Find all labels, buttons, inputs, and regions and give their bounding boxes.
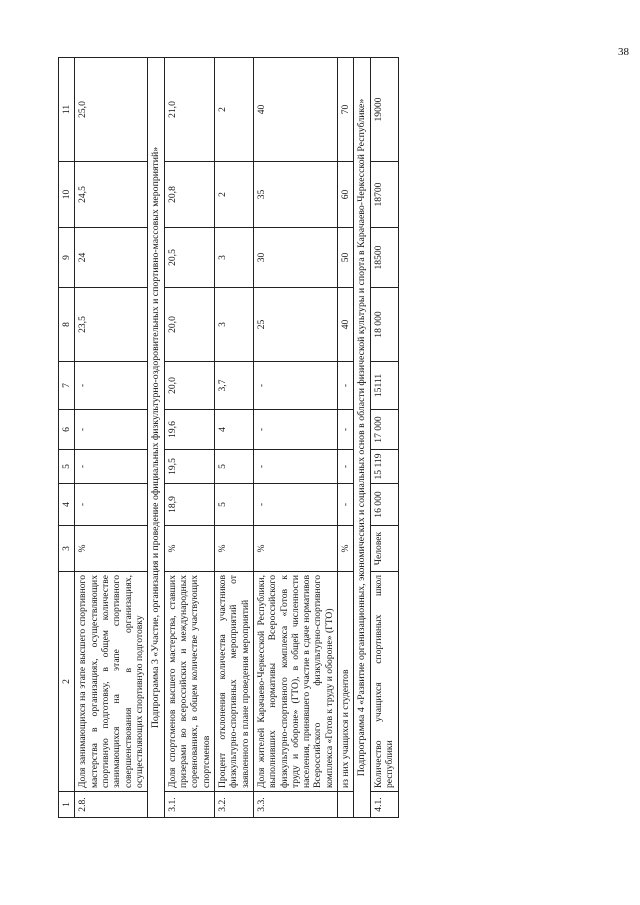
value-cell: 16 000 [370, 484, 398, 526]
value-cell: - [253, 410, 337, 450]
indicator-name: Доля жителей Карачаево-Черкесской Республики, выполнивших нормативы Всероссийского физкультурно-спортивного комплекса «Готов к труду и обороне» (ГТО), в общей численности населения, принявшего участие в сдаче нормативов Всероссийского физкультурно-спортивного комплекса «Готов к труду и обороне» (ГТО) [253, 572, 337, 792]
value-cell: 19000 [370, 58, 398, 162]
table-body [59, 58, 399, 818]
indicator-name: Процент отклонения количества участников физкультурно-спортивных мероприятий от заявленного в плане проведения мероприятий [214, 572, 253, 792]
row-number: 3.2. [214, 792, 253, 818]
value-cell: 15 119 [370, 450, 398, 484]
value-cell: 19,6 [164, 410, 214, 450]
value-cell: 2 [214, 58, 253, 162]
value-cell: 40 [253, 58, 337, 162]
value-cell: - [338, 362, 354, 410]
col-number: 6 [59, 410, 75, 450]
value-cell: - [75, 362, 148, 410]
value-cell: 20,8 [164, 162, 214, 228]
indicator-row [164, 58, 214, 818]
value-cell: 24 [75, 228, 148, 288]
value-cell: - [75, 450, 148, 484]
section-row [148, 58, 165, 818]
value-cell: - [253, 484, 337, 526]
value-cell: - [338, 450, 354, 484]
value-cell: 2 [214, 162, 253, 228]
section-title: Подпрограмма 3 «Участие, организация и проведение официальных физкультурно-оздоровительных и спортивно-массовых мероприятий» [148, 58, 165, 818]
value-cell: - [253, 362, 337, 410]
value-cell: 24,5 [75, 162, 148, 228]
unit-cell: % [75, 526, 148, 572]
indicators-table [58, 57, 399, 818]
column-number-row [59, 58, 75, 818]
col-number: 2 [59, 572, 75, 792]
indicator-name: Доля спортсменов высшего мастерства, ставших призерами во всероссийских и международных соревнованиях, в общем количестве участвующих спортсменов [164, 572, 214, 792]
value-cell: 3,7 [214, 362, 253, 410]
value-cell: 40 [338, 288, 354, 362]
indicator-name: из них учащихся и студентов [338, 572, 354, 792]
value-cell: 20,0 [164, 288, 214, 362]
row-number: 4.1. [370, 792, 398, 818]
value-cell: 30 [253, 228, 337, 288]
indicator-row [338, 58, 354, 818]
indicator-row [75, 58, 148, 818]
row-number: 2.8. [75, 792, 148, 818]
section-title: Подпрограмма 4 «Развитие организационных, экономических и социальных основ в области физической культуры и спорта в Карачаево-Черкесской Республике» [354, 58, 371, 818]
value-cell: 3 [214, 288, 253, 362]
col-number: 10 [59, 162, 75, 228]
value-cell: 18700 [370, 162, 398, 228]
value-cell: 18 000 [370, 288, 398, 362]
row-number: 3.1. [164, 792, 214, 818]
unit-cell: Человек [370, 526, 398, 572]
page-number: 38 [618, 46, 629, 58]
value-cell: 20,5 [164, 228, 214, 288]
col-number: 7 [59, 362, 75, 410]
col-number: 3 [59, 526, 75, 572]
col-number: 8 [59, 288, 75, 362]
row-number: 3.3. [253, 792, 337, 818]
unit-cell: % [338, 526, 354, 572]
value-cell: 50 [338, 228, 354, 288]
value-cell: 60 [338, 162, 354, 228]
rotated-table-container [58, 0, 618, 818]
indicator-row [370, 58, 398, 818]
value-cell: 18,9 [164, 484, 214, 526]
value-cell: - [338, 410, 354, 450]
col-number: 4 [59, 484, 75, 526]
indicator-name: Доля занимающихся на этапе высшего спортивного мастерства в организациях, осуществляющих спортивную подготовку, в общем количестве занимающихся на этапе спортивного совершенствования в организациях, осуществляющих спортивную подготовку [75, 572, 148, 792]
value-cell: 5 [214, 484, 253, 526]
value-cell: 20,0 [164, 362, 214, 410]
unit-cell: % [164, 526, 214, 572]
value-cell: 17 000 [370, 410, 398, 450]
col-number: 11 [59, 58, 75, 162]
value-cell: 23,5 [75, 288, 148, 362]
col-number: 5 [59, 450, 75, 484]
value-cell: - [338, 484, 354, 526]
section-row [354, 58, 371, 818]
value-cell: 35 [253, 162, 337, 228]
col-number: 1 [59, 792, 75, 818]
value-cell: - [253, 450, 337, 484]
value-cell: 5 [214, 450, 253, 484]
unit-cell: % [214, 526, 253, 572]
value-cell: 25 [253, 288, 337, 362]
indicator-row [253, 58, 337, 818]
value-cell: 15111 [370, 362, 398, 410]
value-cell: 18500 [370, 228, 398, 288]
col-number: 9 [59, 228, 75, 288]
indicator-name: Количество учащихся спортивных школ республики [370, 572, 398, 792]
indicator-row [214, 58, 253, 818]
unit-cell: % [253, 526, 337, 572]
row-number [338, 792, 354, 818]
value-cell: 70 [338, 58, 354, 162]
value-cell: 25,0 [75, 58, 148, 162]
value-cell: - [75, 484, 148, 526]
value-cell: - [75, 410, 148, 450]
value-cell: 19,5 [164, 450, 214, 484]
value-cell: 3 [214, 228, 253, 288]
value-cell: 21,0 [164, 58, 214, 162]
value-cell: 4 [214, 410, 253, 450]
